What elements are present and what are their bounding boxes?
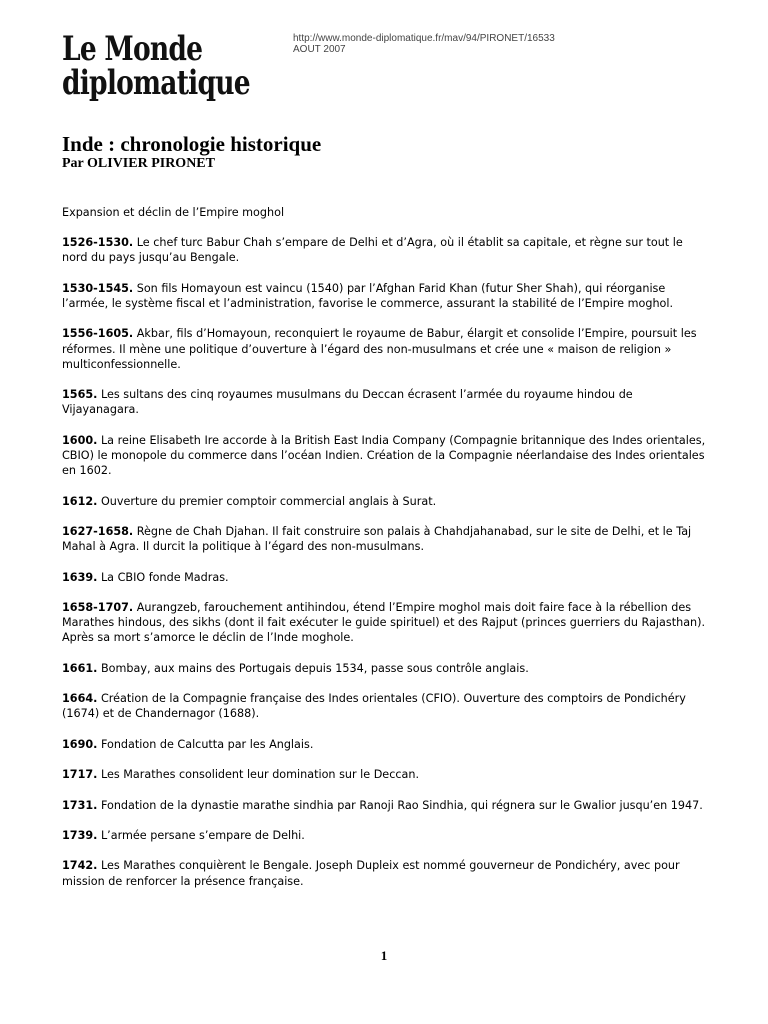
entry-text: Bombay, aux mains des Portugais depuis 1534, passe sous contrôle anglais. [97,661,529,675]
entry-year: 1661. [62,661,98,675]
chronology-entry [62,387,708,417]
entry-text: Règne de Chah Djahan. Il fait construire son palais à Chahdjahanabad, sur le site de Delhi, et le Taj Mahal à Agra. Il durcit la politique à l’égard des non-musulmans. [62,524,692,554]
entry-text: Fondation de Calcutta par les Anglais. [97,737,314,751]
entry-year: 1565. [62,388,98,402]
chronology-entry [62,326,708,372]
logo-line-2: diplomatique [62,63,250,103]
entry-year: 1612. [62,494,98,508]
source-url: http://www.monde-diplomatique.fr/mav/94/PIRONET/16533 [293,33,555,44]
entry-year: 1717. [62,768,98,782]
chronology-entry [62,858,708,888]
entry-text: L’armée persane s’empare de Delhi. [97,828,305,842]
entry-year: 1658-1707. [62,600,134,614]
entry-text: Fondation de la dynastie marathe sindhia par Ranoji Rao Sindhia, qui régnera sur le Gwalior jusqu’en 1947. [97,798,703,812]
chronology-entry [62,661,708,676]
entry-year: 1627-1658. [62,524,134,538]
entry-text: Les Marathes consolident leur domination sur le Deccan. [97,768,419,782]
entry-year: 1556-1605. [62,327,134,341]
chronology-entry [62,281,708,311]
entry-text: Création de la Compagnie française des Indes orientales (CFIO). Ouverture des comptoirs de Pondichéry (1674) et de Chandernagor (1688). [62,692,686,721]
entry-text: La reine Elisabeth Ire accorde à la British East India Company (Compagnie britannique des Indes orientales, CBIO) le monopole du commerce dans l’océan Indien. Création de la Compagnie néerlandaise des Indes orientales en 1602. [62,433,706,478]
logo-line-1: Le Monde [62,29,203,69]
entry-year: 1690. [62,737,98,751]
chronology-entry [62,767,708,782]
entry-year: 1600. [62,433,98,447]
article-byline: Par OLIVIER PIRONET [62,156,215,171]
entry-text: Les Marathes conquièrent le Bengale. Joseph Dupleix est nommé gouverneur de Pondichéry, avec pour mission de renforcer la présence française. [62,859,680,888]
chronology-entry [62,494,708,509]
entry-text: La CBIO fonde Madras. [97,570,229,584]
chronology-entry [62,433,708,479]
chronology-list [62,235,708,889]
article-title: Inde : chronologie historique [62,132,322,156]
entry-text: Les sultans des cinq royaumes musulmans du Deccan écrasent l’armée du royaume hindou de Vijayanagara. [62,388,633,417]
chronology-entry [62,798,708,813]
entry-text: Ouverture du premier comptoir commercial anglais à Surat. [97,494,437,508]
chronology-entry [62,828,708,843]
chronology-entry [62,570,708,585]
article-body [62,205,708,904]
entry-text: Son fils Homayoun est vaincu (1540) par l’Afghan Farid Khan (futur Sher Shah), qui réorganise l’armée, le système fiscal et l’administration, favorise le commerce, assurant la stabilité de l’Empire moghol. [62,281,674,310]
entry-year: 1731. [62,798,98,812]
page-number: 1 [380,948,388,963]
chronology-entry [62,600,708,646]
entry-year: 1526-1530. [62,236,134,250]
entry-year: 1664. [62,692,98,706]
document-meta [293,33,555,55]
chronology-entry [62,737,708,752]
entry-year: 1530-1545. [62,281,134,295]
publication-date: AOUT 2007 [293,44,346,55]
entry-text: Le chef turc Babur Chah s’empare de Delhi et d’Agra, où il établit sa capitale, et règne sur tout le nord du pays jusqu’au Bengale. [62,236,683,265]
chronology-entry [62,524,708,554]
chronology-entry [62,691,708,721]
entry-year: 1742. [62,859,98,873]
entry-text: Aurangzeb, farouchement antihindou, étend l’Empire moghol mais doit faire face à la rébellion des Marathes hindous, des sikhs (dont il fait exécuter le guide spirituel) et des Rajput (princes guerriers du Rajasthan). Après sa mort s’amorce le déclin de l’Inde moghole. [62,600,706,645]
section-heading: Expansion et déclin de l’Empire moghol [62,206,285,219]
entry-year: 1639. [62,570,98,584]
newspaper-logo [62,29,250,103]
entry-year: 1739. [62,828,98,842]
entry-text: Akbar, fils d’Homayoun, reconquiert le royaume de Babur, élargit et consolide l’Empire, poursuit les réformes. Il mène une politique d’ouverture à l’égard des non-musulmans et crée une « maison de religion » multiconfessionnelle. [62,327,697,371]
chronology-entry [62,235,708,265]
